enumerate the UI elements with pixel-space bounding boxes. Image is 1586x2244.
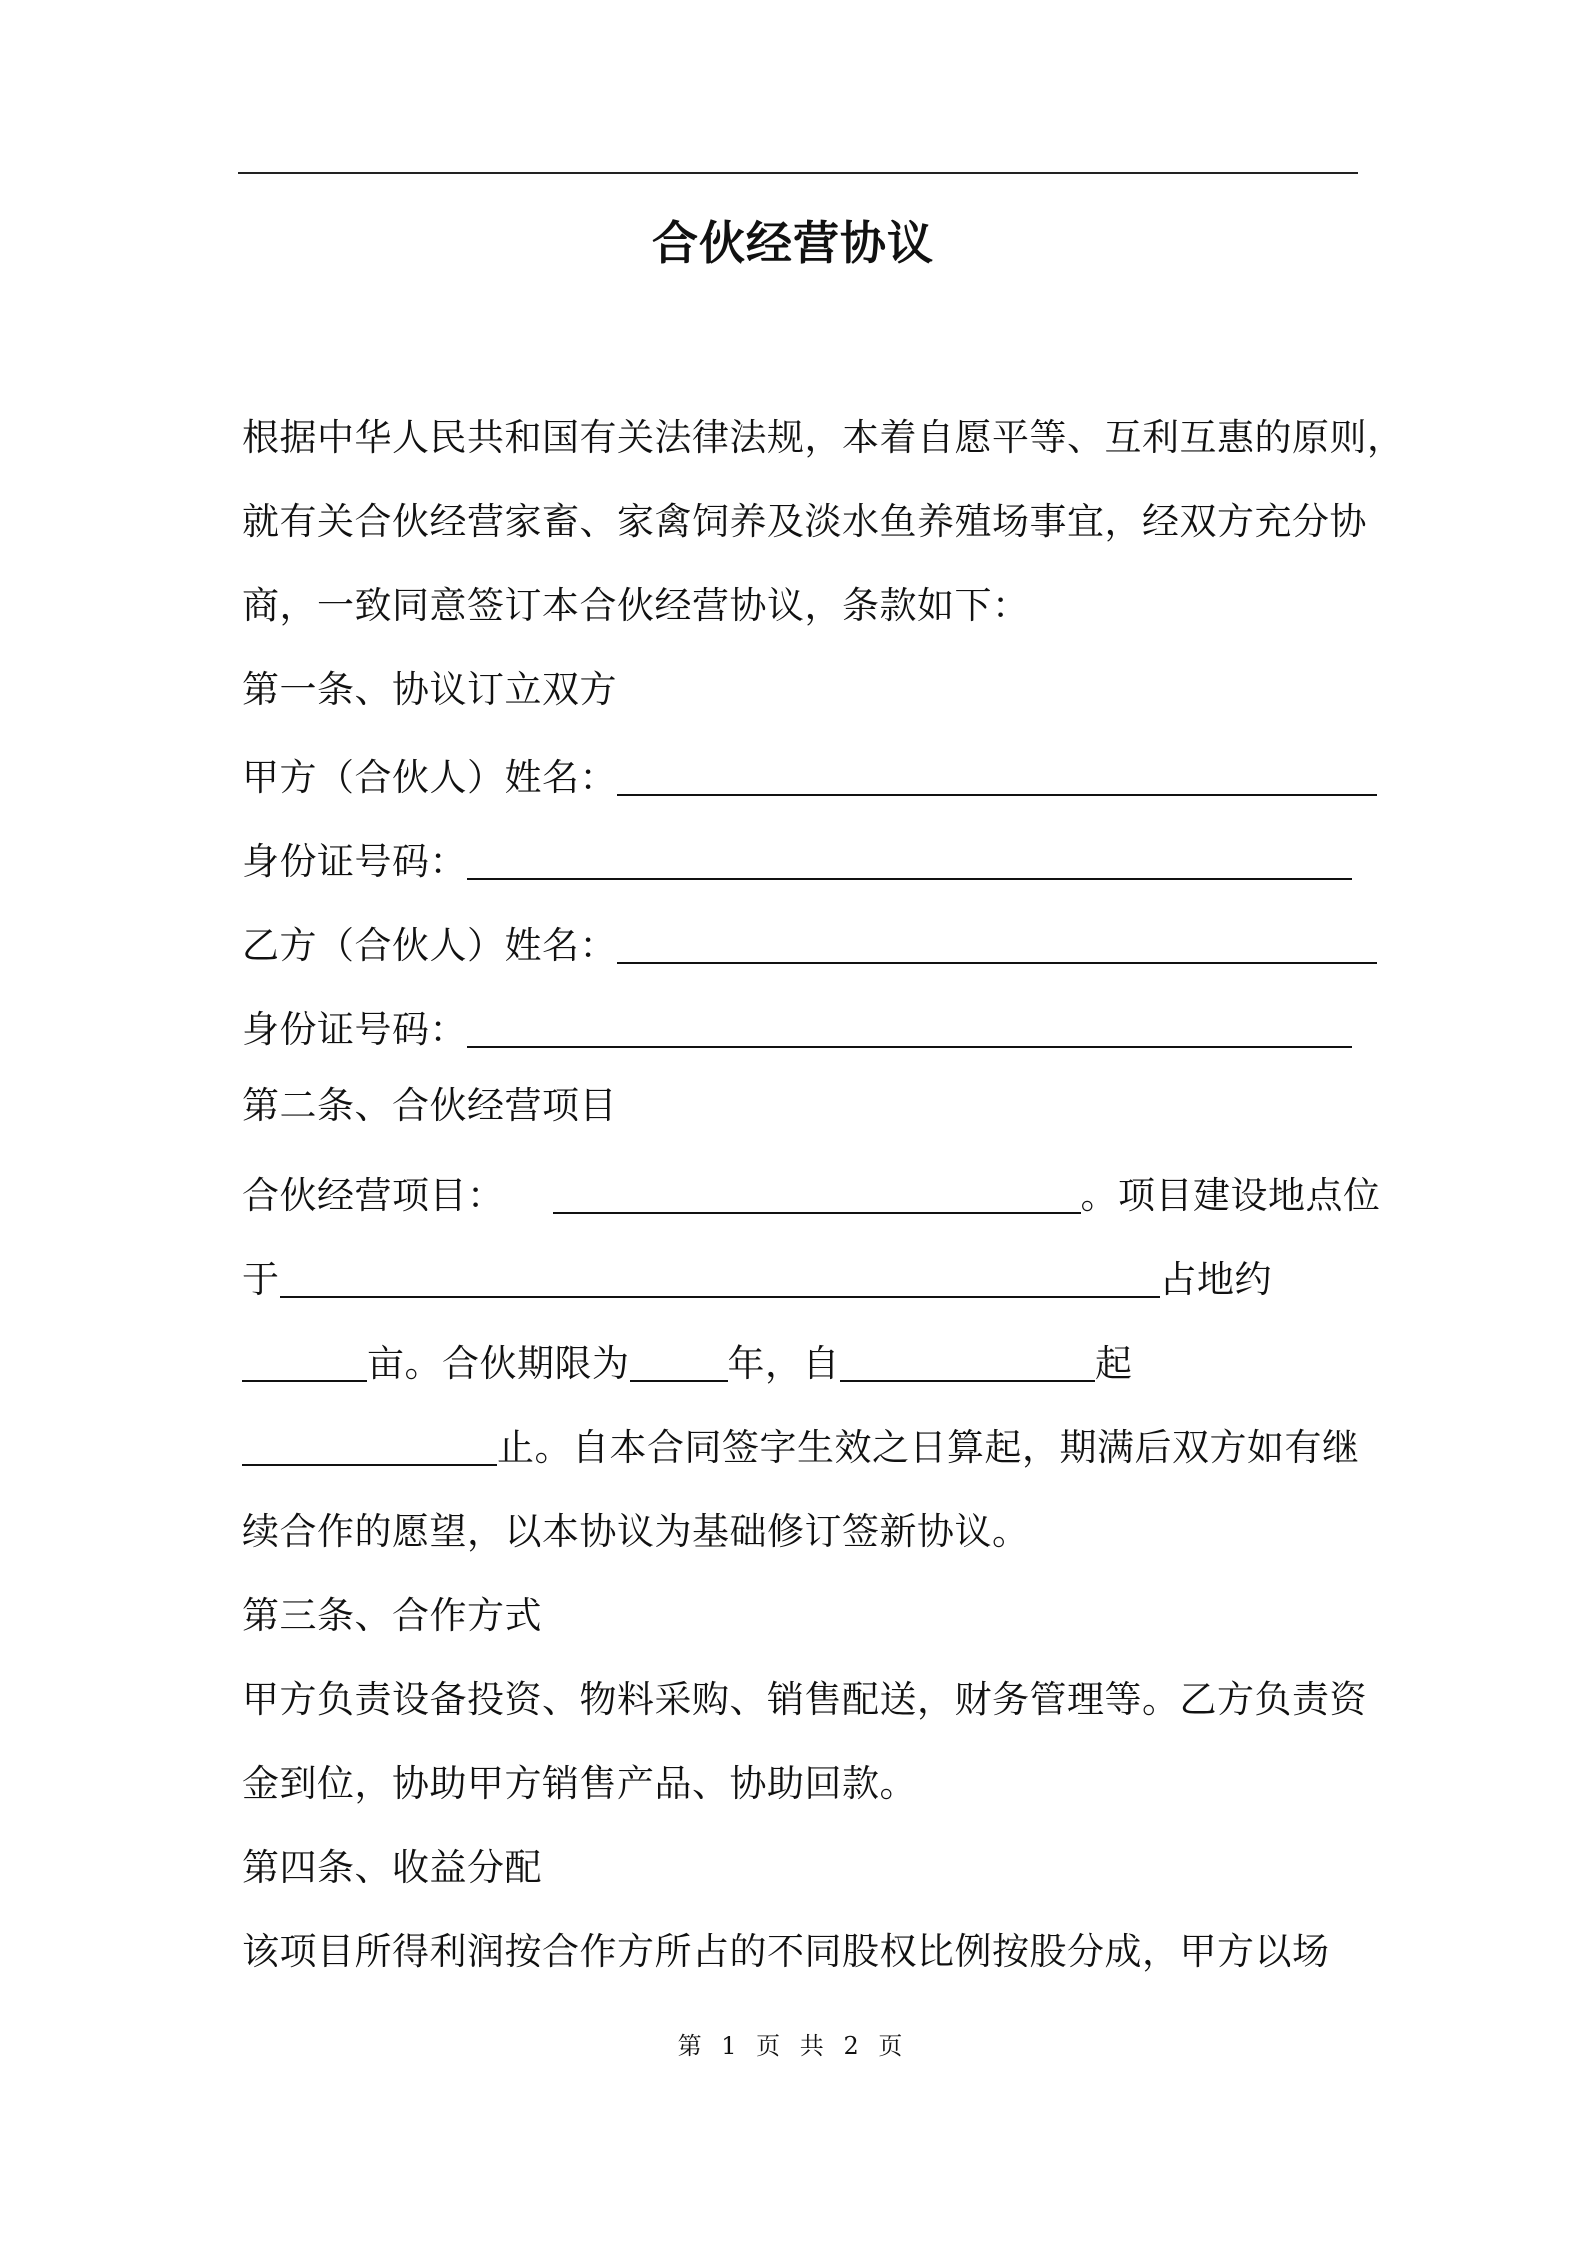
party-a-id-row — [242, 838, 1352, 886]
party-a-id-label: 身份证号码： — [242, 840, 467, 883]
from-text: 起 — [1095, 1342, 1133, 1385]
until-row — [242, 1424, 1360, 1472]
location-prefix: 于 — [242, 1258, 280, 1301]
project-row — [242, 1172, 1381, 1220]
location-field[interactable] — [280, 1258, 1160, 1298]
party-a-name-label: 甲方（合伙人）姓名： — [242, 756, 617, 799]
intro-line-1: 根据中华人民共和国有关法律法规，本着自愿平等、互利互惠的原则， — [242, 416, 1405, 459]
intro-line-3: 商，一致同意签订本合伙经营协议，条款如下： — [242, 584, 1030, 627]
party-a-name-field[interactable] — [617, 756, 1377, 796]
party-b-name-row — [242, 922, 1377, 970]
article4-heading: 第四条、收益分配 — [242, 1846, 542, 1889]
term-row — [242, 1340, 1133, 1388]
area-field[interactable] — [242, 1342, 367, 1382]
intro-line-2: 就有关合伙经营家畜、家禽饲养及淡水鱼养殖场事宜，经双方充分协 — [242, 500, 1367, 543]
start-date-field[interactable] — [840, 1342, 1095, 1382]
party-a-id-field[interactable] — [467, 840, 1352, 880]
party-a-name-row — [242, 754, 1377, 802]
article3-line-1: 甲方负责设备投资、物料采购、销售配送，财务管理等。乙方负责资 — [242, 1678, 1367, 1721]
area-label: 占地约 — [1159, 1258, 1272, 1301]
article1-heading: 第一条、协议订立双方 — [242, 668, 617, 711]
term-years-field[interactable] — [630, 1342, 728, 1382]
project-label: 合伙经营项目： — [242, 1174, 505, 1217]
article3-heading: 第三条、合作方式 — [242, 1594, 542, 1637]
article4-line-1: 该项目所得利润按合作方所占的不同股权比例按股分成，甲方以场 — [242, 1930, 1330, 1973]
party-b-id-label: 身份证号码： — [242, 1008, 467, 1051]
project-field[interactable] — [553, 1174, 1081, 1214]
mu-text: 亩。合伙期限为 — [367, 1342, 630, 1385]
article2-heading: 第二条、合伙经营项目 — [242, 1084, 617, 1127]
party-b-name-label: 乙方（合伙人）姓名： — [242, 924, 617, 967]
party-b-id-row — [242, 1006, 1352, 1054]
renew-line: 续合作的愿望，以本协议为基础修订签新协议。 — [242, 1510, 1030, 1553]
party-b-id-field[interactable] — [467, 1008, 1352, 1048]
until-text: 止。自本合同签字生效之日算起，期满后双方如有继 — [497, 1426, 1360, 1469]
end-date-field[interactable] — [242, 1426, 497, 1466]
location-row — [242, 1256, 1272, 1304]
party-b-name-field[interactable] — [617, 924, 1377, 964]
page-number-footer: 第 1 页 共 2 页 — [677, 2032, 909, 2060]
document-title: 合伙经营协议 — [652, 216, 934, 270]
header-rule — [238, 172, 1358, 174]
year-text: 年，自 — [727, 1342, 840, 1385]
location-label: 。项目建设地点位 — [1080, 1174, 1381, 1217]
article3-line-2: 金到位，协助甲方销售产品、协助回款。 — [242, 1762, 917, 1805]
